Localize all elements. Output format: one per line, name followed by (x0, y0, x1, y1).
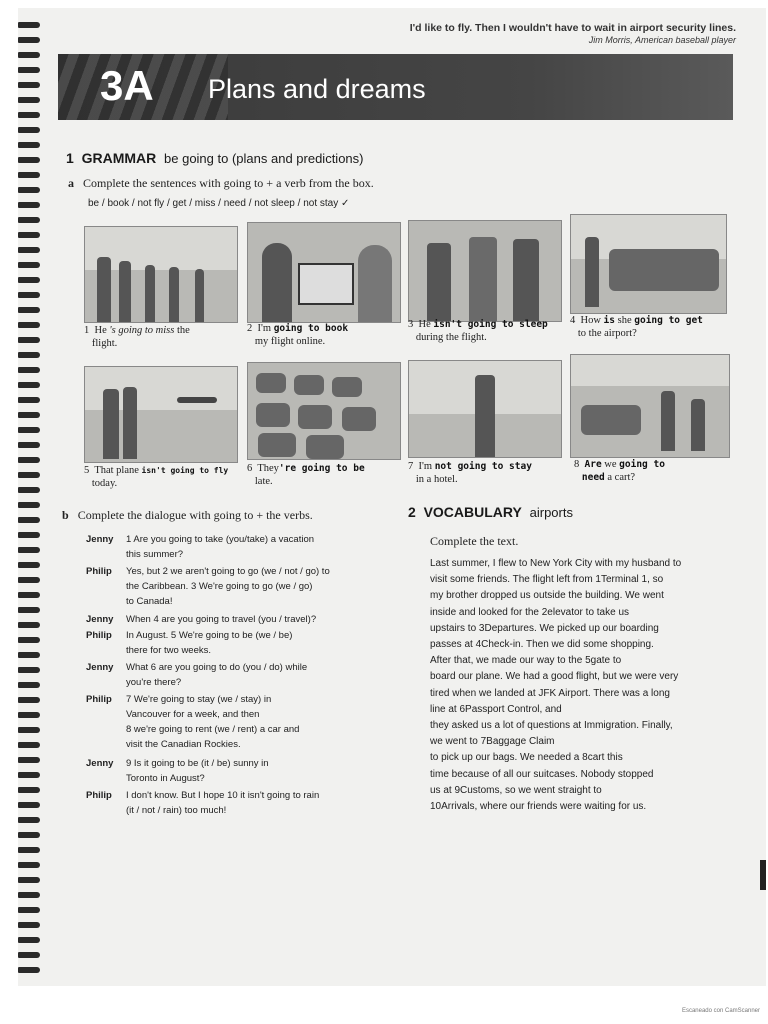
vocabulary-subtitle: airports (529, 505, 573, 520)
grammar-heading (66, 150, 363, 166)
illustration-plane-seats (408, 220, 562, 322)
spiral-coil (18, 217, 40, 223)
caption-4: 4 How is she going to get to the airport? (570, 315, 703, 339)
spiral-coil (18, 127, 40, 133)
spiral-coil (18, 772, 40, 778)
spiral-coil (18, 547, 40, 553)
vocabulary-line: to pick up our bags. We needed a 8cart this (430, 752, 623, 764)
spiral-coil (18, 232, 40, 238)
spiral-coil (18, 472, 40, 478)
spiral-coil (18, 877, 40, 883)
caption-7: 7 I'm not going to stay in a hotel. (408, 461, 532, 485)
spiral-coil (18, 172, 40, 178)
spiral-coil (18, 757, 40, 763)
spiral-coil (18, 142, 40, 148)
grammar-title: GRAMMAR (81, 150, 157, 166)
check-mark-icon: ✓ (341, 198, 350, 209)
spiral-coil (18, 907, 40, 913)
page-quote (410, 22, 736, 45)
spiral-coil (18, 847, 40, 853)
spiral-coil (18, 682, 40, 688)
spiral-coil (18, 427, 40, 433)
vocabulary-line: they asked us a lot of questions at Immigration. Finally, (430, 720, 673, 732)
illustration-book-online (247, 222, 401, 323)
spiral-coil (18, 607, 40, 613)
quote-text: I'd like to fly. Then I wouldn't have to wait in airport security lines. (409, 22, 736, 34)
spiral-coil (18, 307, 40, 313)
spiral-binding (18, 8, 40, 986)
word-box-item: need (223, 198, 246, 209)
caption-3: 3 He isn't going to sleep during the flight. (408, 319, 548, 343)
spiral-coil (18, 382, 40, 388)
vocabulary-line: board our plane. We had a good flight, but we were very (430, 671, 679, 683)
vocabulary-line: line at 6Passport Control, and (430, 703, 562, 715)
spiral-coil (18, 37, 40, 43)
spiral-coil (18, 817, 40, 823)
illustration-plane-window (84, 366, 238, 463)
vocabulary-title: VOCABULARY (423, 504, 522, 520)
spiral-coil (18, 202, 40, 208)
spiral-coil (18, 667, 40, 673)
exercise-b-instruction (62, 508, 313, 523)
caption-8: 8 Are we going to need a cart? (574, 459, 665, 483)
spiral-coil (18, 337, 40, 343)
spiral-coil (18, 397, 40, 403)
word-box-item: book (107, 198, 130, 209)
spiral-coil (18, 52, 40, 58)
vocabulary-line: us at 9Customs, so we went straight to (430, 784, 602, 796)
spiral-coil (18, 922, 40, 928)
spiral-coil (18, 967, 40, 973)
spiral-coil (18, 457, 40, 463)
spiral-coil (18, 502, 40, 508)
unit-number: 3A (100, 62, 154, 109)
illustration-baggage-area (570, 354, 730, 458)
spiral-coil (18, 487, 40, 493)
spiral-coil (18, 322, 40, 328)
exercise-a-instruction (68, 176, 374, 191)
spiral-coil (18, 292, 40, 298)
word-box-item: be (88, 198, 100, 209)
spiral-coil (18, 652, 40, 658)
caption-6: 6 They're going to be late. (247, 463, 365, 487)
spiral-coil (18, 802, 40, 808)
quote-author: Jim Morris, American baseball player (588, 35, 736, 45)
illustration-airport-queue (84, 226, 238, 323)
vocabulary-line: 10Arrivals, where our friends were waiting for us. (430, 801, 647, 813)
vocabulary-line: passes at 4Check-in. Then we did some shopping. (430, 639, 654, 651)
spiral-coil (18, 592, 40, 598)
spiral-coil (18, 187, 40, 193)
spiral-coil (18, 277, 40, 283)
spiral-coil (18, 697, 40, 703)
vocabulary-line: time because of all our suitcases. Nobody stopped (430, 768, 654, 780)
caption-5: 5 That plane isn't going to fly today. (84, 465, 229, 489)
spiral-coil (18, 247, 40, 253)
vocabulary-number: 2 (408, 504, 416, 520)
spiral-coil (18, 832, 40, 838)
caption-2: 2 I'm going to book my flight online. (247, 323, 349, 347)
spiral-coil (18, 367, 40, 373)
spiral-coil (18, 952, 40, 958)
spiral-coil (18, 727, 40, 733)
vocabulary-line: inside and looked for the 2elevator to take us (430, 606, 630, 618)
spiral-coil (18, 532, 40, 538)
vocabulary-line: Last summer, I flew to New York City with my husband to (430, 558, 682, 569)
spiral-coil (18, 742, 40, 748)
word-box-item: not fly (137, 198, 165, 209)
vocabulary-line: we went to 7Baggage Claim (430, 736, 555, 748)
spiral-coil (18, 637, 40, 643)
page-edge-tab (760, 860, 766, 890)
vocabulary-instruction: Complete the text. (430, 534, 519, 548)
unit-title: Plans and dreams (208, 74, 426, 104)
vocabulary-heading (408, 504, 573, 520)
exercise-a-letter: a (68, 176, 74, 190)
caption-1: 1 He 's going to miss the flight. (84, 325, 190, 349)
spiral-coil (18, 97, 40, 103)
spiral-coil (18, 262, 40, 268)
spiral-coil (18, 112, 40, 118)
spiral-coil (18, 577, 40, 583)
spiral-coil (18, 712, 40, 718)
spiral-coil (18, 442, 40, 448)
spiral-coil (18, 562, 40, 568)
word-box-item: not sleep (254, 198, 295, 209)
illustration-hiker (408, 360, 562, 458)
grammar-subtitle: be going to (plans and predictions) (164, 151, 364, 166)
vocabulary-line: visit some friends. The flight left from 1Terminal 1, so (430, 574, 664, 586)
unit-banner (58, 54, 733, 120)
workbook-page: I'd like to fly. Then I wouldn't have to wait in airport security lines. Jim Morris, American baseball player 3A Plans and dreams 1 GRAMMAR be going to (plans and predictions) a Complete the sentences with going to + a verb from the box. be / book / not fly / get / miss / need / not sleep / not stay ✓ 1 He 's going to miss the flight. 2 I'm going to book my flight online. 3 He isn't going to sleep during the flight. 4 How is she going to get to the airport? 5 That plane isn't going to fly today. 6 They're going to be late. 7 I'm not going to stay in a hotel. 8 Are we going to need a cart? b Complete the dialogue with going to + the verbs. Jenny 1 Are you going to take (you/take) a vacation this summer? Philip Yes, but 2 we aren't going to go (we / not / go) to the Caribbean. 3 We're going to go (we / go) to Canada! Jenny When 4 are you going to travel (you / travel)? Philip In August. 5 We're going to be (we / be) there for two weeks. Jenny What 6 are you going to do (you / do) while you're there? Philip 7 We're going to stay (we / stay) in Vancouver for a week, and then 8 we're going to rent (we / rent) a car and visit the Canadian Rockies. Jenny 9 Is it going to be (it / be) sunny in Toronto in August? Philip I don't know. But I hope 10 it isn't going to rain (it / not / rain) too much! 2 VOCABULARY airports Complete the text. Last summer, I flew to New York City with my husband to visit some friends. The flight left from 1Terminal 1, so my brother dropped us outside the building. We went inside and looked for the 2elevator to take us upstairs to 3Departures. We picked up our boarding passes at 4Check-in. Then we did some shopping. After that, we made our way to the 5gate to board our plane. We had a good flight, but we were very tired when we landed at JFK Airport. There was a long line at 6Passport Control, and they asked us a lot of questions at Immigration. Finally, we went to 7Baggage Claim to pick up our bags. We needed a 8cart this time because of all our suitcases. Nobody stopped us at 9Customs, so we went straight to 10Arrivals, where our friends were waiting for us. (18, 8, 766, 986)
spiral-coil (18, 937, 40, 943)
spiral-coil (18, 67, 40, 73)
scanner-watermark: Escaneado con CamScanner (681, 1008, 760, 1014)
illustration-traffic-jam (247, 362, 401, 460)
spiral-coil (18, 82, 40, 88)
grammar-number: 1 (66, 150, 74, 166)
vocabulary-line: upstairs to 3Departures. We picked up our boarding (430, 622, 659, 634)
spiral-coil (18, 892, 40, 898)
exercise-b-text: Complete the dialogue with going to + the verbs. (77, 508, 313, 522)
illustration-car-airport (570, 214, 727, 314)
vocabulary-line: tired when we landed at JFK Airport. There was a long (430, 687, 670, 699)
exercise-b-letter: b (62, 508, 69, 522)
spiral-coil (18, 352, 40, 358)
vocabulary-line: my brother dropped us outside the building. We went (430, 590, 664, 602)
spiral-coil (18, 157, 40, 163)
spiral-coil (18, 412, 40, 418)
vocabulary-line: After that, we made our way to the 5gate to (430, 655, 622, 667)
spiral-coil (18, 22, 40, 28)
word-box-item: miss (194, 198, 216, 209)
word-box-item: not stay (303, 198, 339, 209)
vocabulary-text (430, 556, 740, 815)
word-box-item: get (172, 198, 187, 209)
exercise-a-text: Complete the sentences with going to + a verb from the box. (83, 176, 374, 190)
spiral-coil (18, 622, 40, 628)
spiral-coil (18, 787, 40, 793)
spiral-coil (18, 517, 40, 523)
word-box: be / book / not fly / get / miss / need / not sleep / not stay ✓ (88, 198, 350, 209)
spiral-coil (18, 862, 40, 868)
